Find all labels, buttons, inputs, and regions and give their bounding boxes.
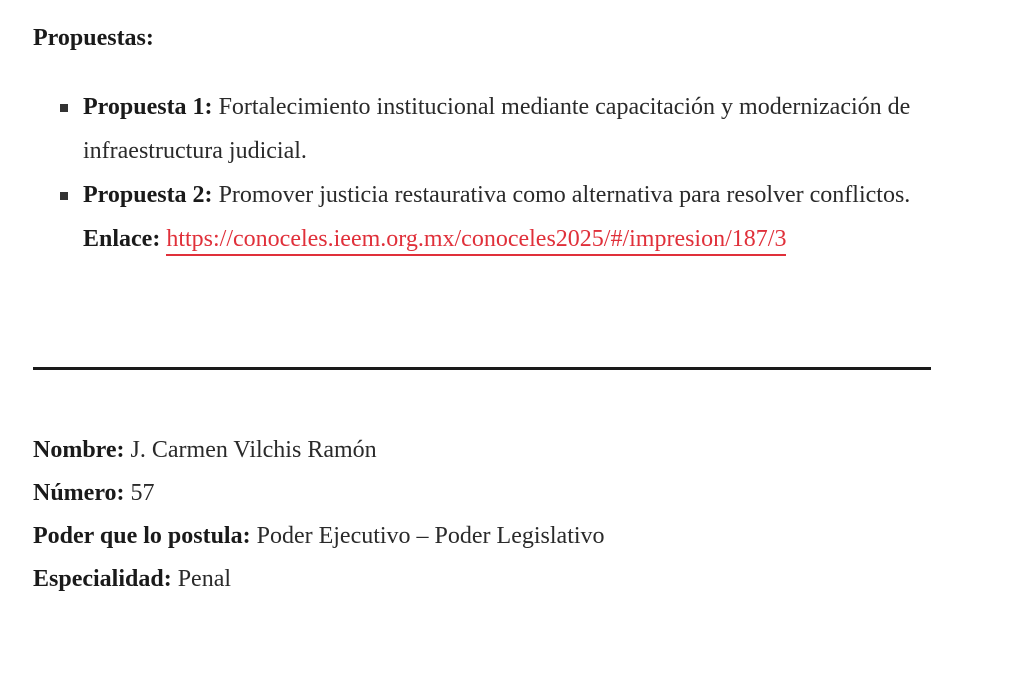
square-bullet-icon xyxy=(60,192,68,200)
number-row xyxy=(33,472,605,515)
proposal-2-text: Promover justicia restaurativa como alternativa para resolver conflictos. xyxy=(212,182,911,208)
proposal-1-text: Fortalecimiento institucional mediante capacitación y modernización de infraestructura judicial. xyxy=(83,94,911,164)
specialty-row xyxy=(33,558,605,601)
link-label: Enlace: xyxy=(83,226,161,252)
section-divider xyxy=(33,367,931,370)
specialty-label: Especialidad: xyxy=(33,566,172,592)
name-label: Nombre: xyxy=(33,437,125,463)
power-label: Poder que lo postula: xyxy=(33,523,251,549)
name-row xyxy=(33,429,605,472)
square-bullet-icon xyxy=(60,104,68,112)
proposals-list xyxy=(33,85,973,261)
proposals-heading: Propuestas: xyxy=(33,25,154,51)
power-row xyxy=(33,515,605,558)
name-value: J. Carmen Vilchis Ramón xyxy=(124,437,377,463)
number-value: 57 xyxy=(124,480,155,506)
candidate-profile xyxy=(33,429,605,601)
proposal-item-1 xyxy=(33,85,973,173)
number-label: Número: xyxy=(33,480,125,506)
power-value: Poder Ejecutivo – Poder Legislativo xyxy=(250,523,605,549)
proposal-link[interactable]: https://conoceles.ieem.org.mx/conoceles2025/#/impresion/187/3 xyxy=(166,226,786,256)
proposal-item-2 xyxy=(33,173,973,261)
proposal-2-label: Propuesta 2: xyxy=(83,182,213,208)
proposal-1-label: Propuesta 1: xyxy=(83,94,213,120)
specialty-value: Penal xyxy=(171,566,232,592)
link-line xyxy=(83,217,973,261)
